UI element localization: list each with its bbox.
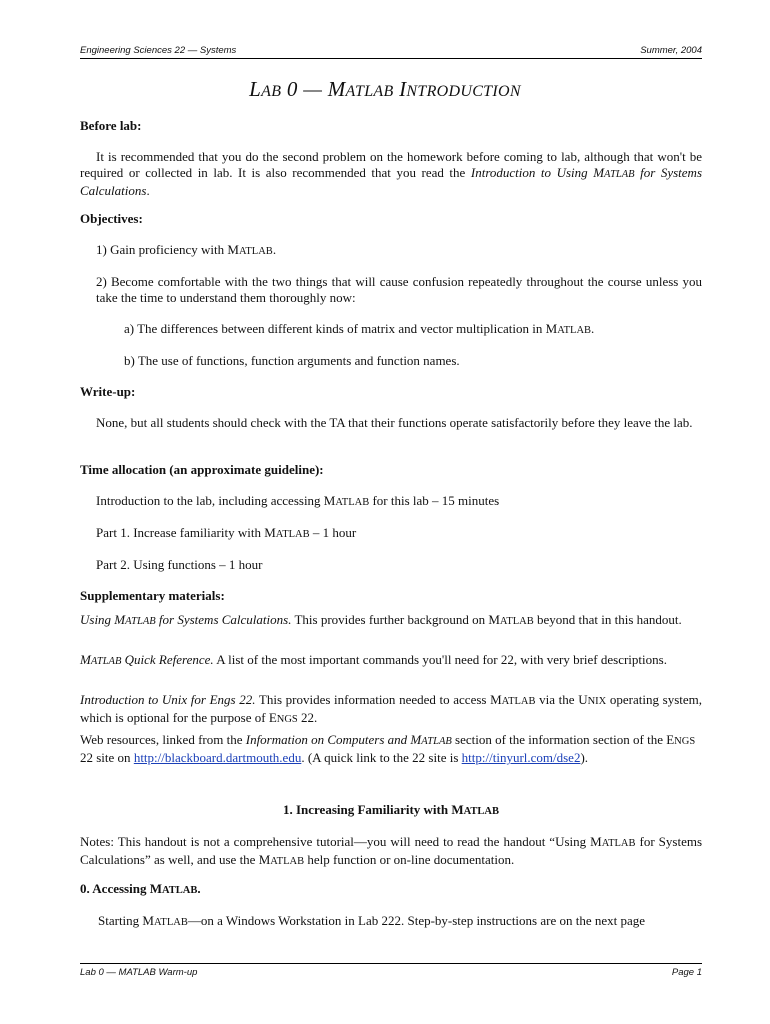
page-title: LAB 0 — MATLAB INTRODUCTION xyxy=(249,77,521,101)
objective-2a: a) The differences between different kinds of matrix and vector multiplication in MATLAB. xyxy=(124,321,595,336)
objective-2b: b) The use of functions, function arguments and function names. xyxy=(124,353,460,368)
header-left: Engineering Sciences 22 — Systems xyxy=(80,45,237,56)
supplementary-heading: Supplementary materials: xyxy=(80,588,225,603)
footer-left: Lab 0 — MATLAB Warm-up xyxy=(80,967,198,978)
footer-right: Page 1 xyxy=(671,967,702,978)
time-item-3: Part 2. Using functions – 1 hour xyxy=(96,557,263,572)
time-item-2: Part 1. Increase familiarity with MATLAB – 1 hour xyxy=(96,525,357,540)
objective-2: 2) Become comfortable with the two things that will cause confusion repeatedly throughout the course unless you take the time to understand them thoroughly now: xyxy=(96,274,702,305)
section-1-heading: 1. Increasing Familiarity with MATLAB xyxy=(282,802,500,817)
tinyurl-link[interactable]: http://tinyurl.com/dse2 xyxy=(461,750,581,765)
accessing-text: Starting MATLAB—on a Windows Workstation in Lab 222. Step-by-step instructions are on the next page xyxy=(98,913,646,928)
page-header xyxy=(80,45,702,59)
supp-item-1: Using MATLAB for Systems Calculations. This provides further background on MATLAB beyond that in this handout. xyxy=(80,612,682,627)
writeup-heading: Write-up: xyxy=(80,384,136,399)
before-lab-heading: Before lab: xyxy=(80,118,142,133)
objectives-heading: Objectives: xyxy=(80,211,143,226)
time-item-1: Introduction to the lab, including accessing MATLAB for this lab – 15 minutes xyxy=(96,493,500,508)
time-heading: Time allocation (an approximate guideline): xyxy=(80,462,324,477)
supp-item-4: Web resources, linked from the Information on Computers and MATLAB section of the information section of the ENGS 22 site on http://blackboard.dartmouth.edu. (A quick link to the 22 site is http://tinyurl.com/dse2). xyxy=(80,732,696,765)
notes-text: Notes: This handout is not a comprehensive tutorial—you will need to read the handout “Using MATLAB for Systems Calculations” as well, and use the MATLAB help function or on-line documentation. xyxy=(80,834,703,867)
blackboard-link[interactable]: http://blackboard.dartmouth.edu xyxy=(133,750,302,765)
writeup-text: None, but all students should check with the TA that their functions operate satisfactorily before they leave the lab. xyxy=(96,415,693,430)
supp-item-2: MATLAB Quick Reference. A list of the most important commands you'll need for 22, with very brief descriptions. xyxy=(80,652,667,667)
header-right: Summer, 2004 xyxy=(640,45,702,56)
before-lab-text: It is recommended that you do the second problem on the homework before coming to lab, although that won't be required or collected in lab. It is also recommended that you read the Introduction to Using MATLAB for Systems Calculations. xyxy=(80,149,703,198)
accessing-heading: 0. Accessing MATLAB. xyxy=(80,881,201,896)
page-footer xyxy=(80,963,702,978)
objective-1: 1) Gain proficiency with MATLAB. xyxy=(96,242,277,257)
supp-item-3: Introduction to Unix for Engs 22. This provides information needed to access MATLAB via the UNIX operating system, which is optional for the purpose of ENGS 22. xyxy=(80,692,702,725)
